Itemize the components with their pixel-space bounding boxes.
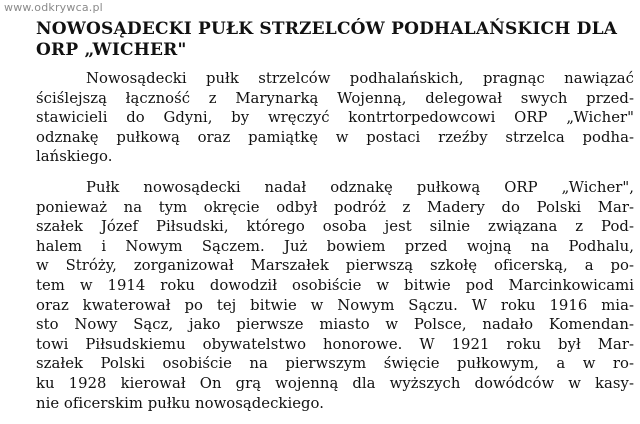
text-line: odznakę pułkową oraz pamiątkę w postaci rzeźby strzelca podha- — [36, 128, 634, 146]
text-line: ponieważ na tym okręcie odbył podróż z Madery do Polski Mar- — [36, 198, 634, 216]
paragraph-1 — [36, 69, 634, 167]
paragraph-2 — [36, 178, 634, 413]
text-line: ściślejszą łączność z Marynarką Wojenną, delegował swych przed- — [36, 89, 634, 107]
text-line: w Stróży, zorganizował Marszałek pierwszą szkołę oficerską, a po- — [36, 257, 634, 275]
title-line: NOWOSĄDECKI PUŁK STRZELCÓW PODHALAŃSKICH DLA — [36, 19, 618, 39]
text-line: stawicieli do Gdyni, by wręczyć kontrtorpedowcowi ORP „Wicher" — [36, 109, 634, 127]
text-line: szałek Józef Piłsudski, którego osoba jest silnie związana z Pod- — [36, 218, 634, 236]
watermark: www.odkrywca.pl — [4, 1, 103, 14]
text-line: szałek Polski osobiście na pierwszym święcie pułkowym, a w ro- — [36, 355, 634, 373]
text-line: lańskiego. — [36, 148, 113, 166]
text-line: halem i Nowym Sączem. Już bowiem przed wojną na Podhalu, — [36, 237, 634, 255]
text-line: Nowosądecki pułk strzelców podhalańskich, pragnąc nawiązać — [86, 70, 634, 87]
title-line: ORP „WICHER" — [36, 40, 187, 60]
text-line: oraz kwaterował po tej bitwie w Nowym Sączu. W roku 1916 mia- — [36, 296, 634, 314]
text-line: Pułk nowosądecki nadał odznakę pułkową ORP „Wicher", — [86, 178, 634, 196]
text-line: tem w 1914 roku dowodził osobiście w bitwie pod Marcinkowicami — [36, 276, 634, 294]
text-line: ku 1928 kierował On grą wojenną dla wyższych dowódców w kasy- — [36, 374, 634, 392]
article-title — [36, 19, 634, 61]
article — [36, 19, 634, 424]
text-line: towi Piłsudskiemu obywatelstwo honorowe. W 1921 roku był Mar- — [36, 335, 634, 353]
text-line: nie oficerskim pułku nowosądeckiego. — [36, 394, 325, 412]
text-line: sto Nowy Sącz, jako pierwsze miasto w Polsce, nadało Komendan- — [36, 316, 634, 334]
